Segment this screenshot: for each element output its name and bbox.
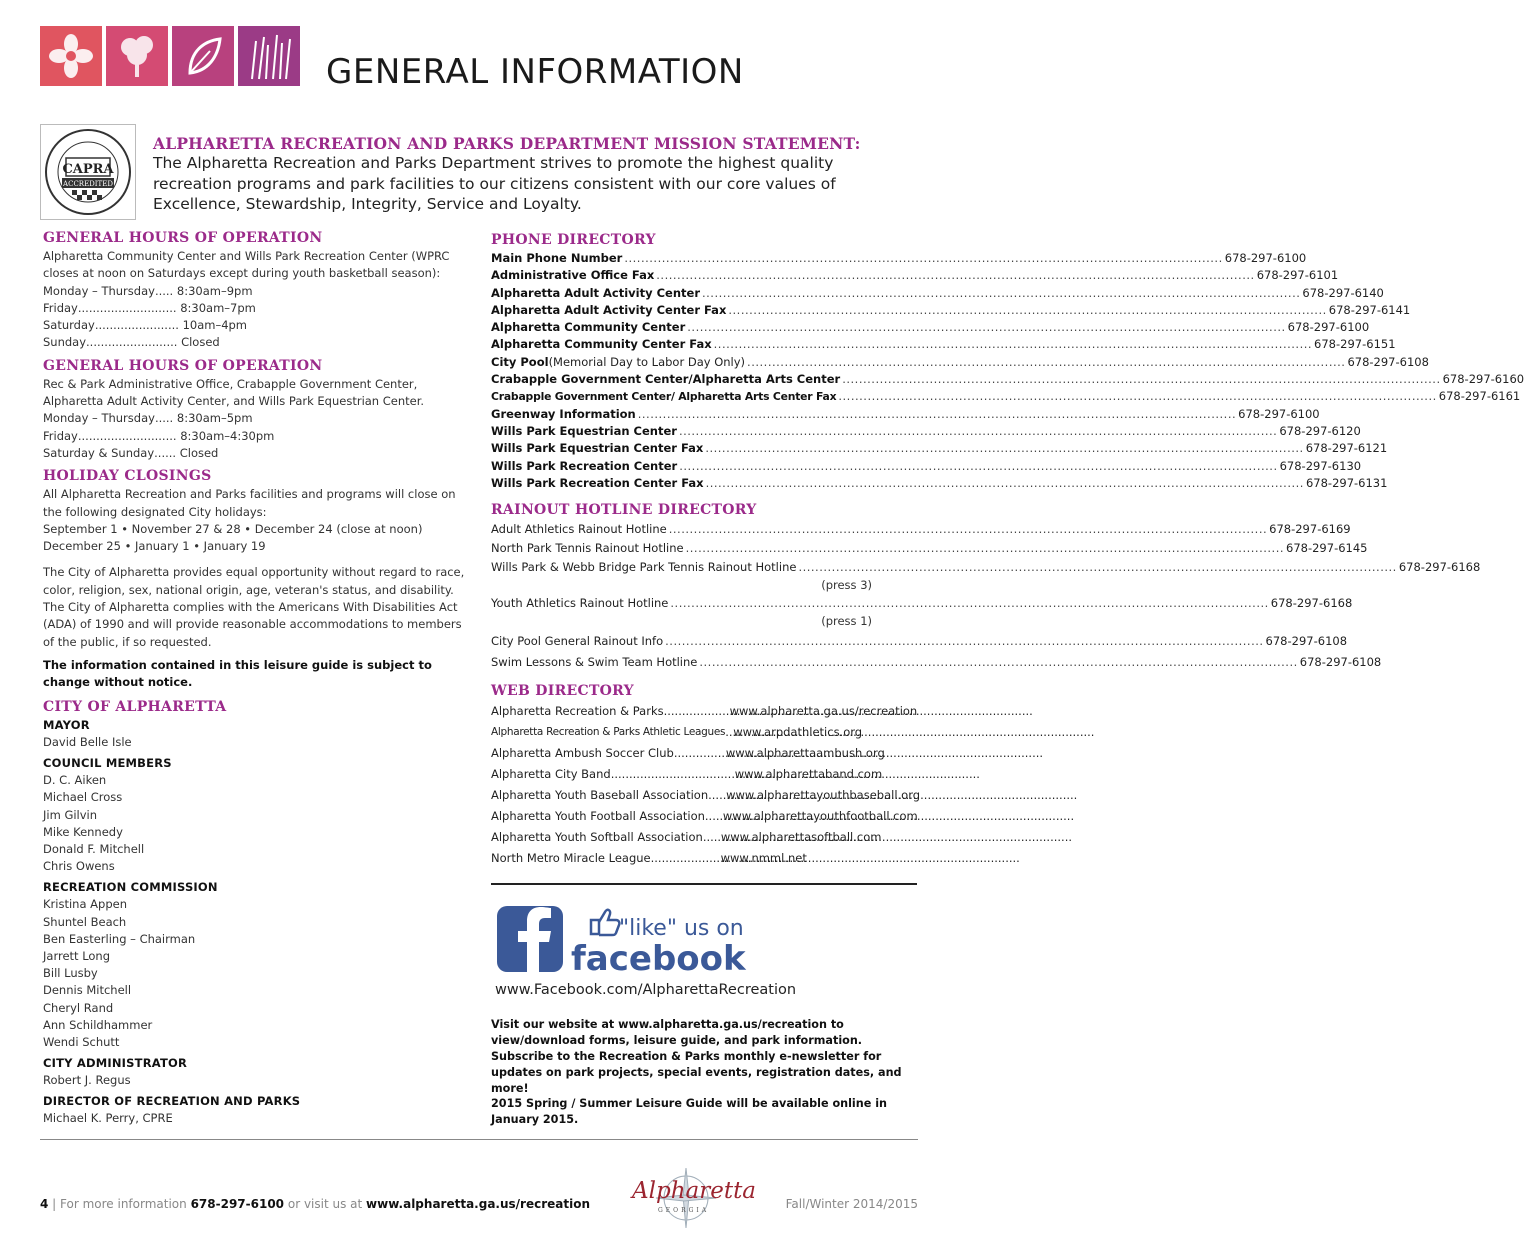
- city-title: CITY OF ALPHARETTA: [43, 698, 227, 715]
- footer-visit-text: or visit us at: [284, 1197, 367, 1211]
- right-column: [491, 232, 1524, 869]
- hours1-list: [43, 283, 473, 352]
- footer-url-link[interactable]: www.alpharetta.ga.us/recreation: [366, 1197, 590, 1211]
- rainout-number: 678-297-6169: [1269, 522, 1351, 537]
- footer-info-text: For more information: [60, 1197, 191, 1211]
- rainout-title: RAINOUT HOTLINE DIRECTORY: [491, 502, 757, 519]
- hours2-list: [43, 410, 473, 462]
- rainout-press-note: (press 3): [821, 578, 872, 593]
- council-member: Chris Owens: [43, 859, 115, 874]
- council-list: [43, 772, 473, 875]
- rainout-label: City Pool General Rainout Info: [491, 633, 664, 648]
- hours-time: 8:30am–7pm: [180, 300, 256, 315]
- footer-separator: |: [48, 1197, 61, 1211]
- hours-dots: .....: [154, 283, 174, 298]
- season-label: Fall/Winter 2014/2015: [785, 1197, 918, 1211]
- web-label: Alpharetta City Band: [491, 766, 611, 781]
- hours-dots: .........................: [86, 335, 178, 350]
- phone-number: 678-297-6100: [1287, 320, 1370, 335]
- holiday-title: HOLIDAY CLOSINGS: [43, 468, 212, 485]
- web-label: Alpharetta Recreation & Parks Athletic Leagues: [491, 725, 726, 738]
- hours-time: 8:30am–5pm: [176, 411, 253, 426]
- commission-member: Kristina Appen: [43, 897, 127, 912]
- phone-number: 678-297-6108: [1347, 354, 1429, 369]
- commission-member: Dennis Mitchell: [43, 983, 132, 998]
- rainout-row: [491, 631, 1348, 652]
- rainout-list: [491, 520, 1481, 673]
- web-link[interactable]: www.alpharettayouthbaseball.org: [726, 787, 921, 802]
- phone-row: [491, 250, 1307, 267]
- commission-member: Bill Lusby: [43, 966, 98, 981]
- phone-row: [491, 371, 1524, 388]
- phone-number: 678-297-6161: [1438, 389, 1521, 404]
- hours-time: 8:30am–9pm: [176, 283, 253, 298]
- phone-number: 678-297-6120: [1279, 423, 1361, 438]
- flower-icon: [40, 26, 102, 86]
- equal-opportunity-text: The City of Alpharetta provides equal opportunity without regard to race, color, religion, sex, national origin, age, veteran's status, and disability. The City of Alpharetta complies with the Americans With Disabilities Act (ADA) of 1990 and will provide reasonable accommodations to members of the public, if so requested.: [43, 565, 465, 649]
- commission-member: Jarrett Long: [43, 948, 111, 963]
- hours-time: Closed: [179, 445, 219, 460]
- web-row: [491, 785, 921, 806]
- rainout-number: 678-297-6168: [1270, 596, 1353, 611]
- visit-website-text: Visit our website at www.alpharetta.ga.us/recreation to view/download forms, leisure guide, and park information. Subscribe to the Recreation & Parks monthly e-newsletter for updates on park projects, special events, registration dates, and more!: [491, 1018, 902, 1095]
- hours-dots: .....: [154, 411, 174, 426]
- hours-row: [43, 428, 473, 445]
- phone-row: [491, 423, 1361, 440]
- facebook-url-link[interactable]: www.Facebook.com/AlpharettaRecreation: [495, 982, 797, 998]
- web-label: Alpharetta Youth Football Association: [491, 808, 705, 823]
- hours-dots: ......: [154, 445, 177, 460]
- phone-number: 678-297-6100: [1224, 251, 1307, 265]
- web-link[interactable]: www.alpharettayouthfootball.com: [722, 808, 918, 823]
- phone-row: [491, 440, 1388, 457]
- facebook-banner[interactable]: [495, 900, 755, 980]
- phone-label-extra: (Memorial Day to Labor Day Only): [548, 354, 746, 369]
- phone-number: 678-297-6151: [1314, 337, 1396, 352]
- header-tiles: [40, 26, 300, 86]
- hours-dots: ...........................: [77, 428, 177, 443]
- phone-label: Alpharetta Adult Activity Center: [491, 285, 700, 300]
- commission-member: Wendi Schutt: [43, 1034, 120, 1049]
- rainout-label: Adult Athletics Rainout Hotline: [491, 522, 667, 537]
- hours1-desc: Alpharetta Community Center and Wills Park Recreation Center (WPRC closes at noon on Saturdays except during youth basketball season):: [43, 249, 450, 281]
- rainout-label: North Park Tennis Rainout Hotline: [491, 541, 684, 556]
- change-notice: The information contained in this leisure guide is subject to change without notice.: [43, 657, 432, 689]
- phone-row: [491, 354, 1429, 371]
- page-title: GENERAL INFORMATION: [326, 52, 744, 92]
- footer-divider: [40, 1139, 918, 1140]
- page-number: 4: [40, 1197, 49, 1211]
- web-link[interactable]: www.alpharettasoftball.com: [720, 829, 882, 844]
- phone-row: [491, 475, 1388, 492]
- director-name: Michael K. Perry, CPRE: [43, 1111, 173, 1126]
- hours-time: 8:30am–4:30pm: [180, 428, 275, 443]
- council-member: Mike Kennedy: [43, 824, 123, 839]
- web-label: North Metro Miracle League: [491, 850, 651, 865]
- council-member: D. C. Aiken: [43, 773, 107, 788]
- web-row: [491, 806, 917, 827]
- web-row: [491, 827, 917, 848]
- rainout-row: [491, 558, 1481, 577]
- web-link[interactable]: www.arpdathletics.org: [733, 724, 863, 739]
- left-column: [43, 230, 473, 1128]
- phone-row: [491, 285, 1384, 302]
- rainout-label: Wills Park & Webb Bridge Park Tennis Rainout Hotline: [491, 560, 797, 575]
- rainout-press-note: (press 1): [821, 614, 872, 629]
- commission-list: [43, 896, 473, 1051]
- holiday-desc: All Alpharetta Recreation and Parks facilities and programs will close on the following designated City holidays:: [43, 487, 456, 519]
- phone-row: [491, 336, 1396, 353]
- web-title: WEB DIRECTORY: [491, 682, 634, 699]
- web-row: [491, 743, 917, 764]
- phone-label: Crabapple Government Center/ Alpharetta Arts Center Fax: [491, 390, 837, 404]
- web-label: Alpharetta Youth Baseball Association: [491, 787, 709, 802]
- phone-label: Crabapple Government Center/Alpharetta Arts Center: [491, 372, 841, 387]
- rainout-row: [491, 520, 1351, 539]
- mayor-name: David Belle Isle: [43, 734, 132, 749]
- web-link[interactable]: www.alpharettaambush.org: [725, 745, 885, 760]
- phone-number: 678-297-6101: [1256, 268, 1339, 283]
- hours-row: [43, 334, 473, 351]
- alpharetta-logo: [628, 1158, 757, 1228]
- logo-wordmark: Alpharetta: [632, 1178, 757, 1204]
- web-row: [491, 722, 917, 743]
- phone-label: City Pool: [491, 354, 549, 369]
- footer-phone: 678-297-6100: [190, 1197, 285, 1211]
- mission-title: ALPHARETTA RECREATION AND PARKS DEPARTMENT MISSION STATEMENT:: [153, 134, 861, 153]
- phone-number: 678-297-6160: [1442, 372, 1524, 387]
- rainout-row: [491, 652, 1382, 673]
- holiday-line-1: September 1 • November 27 & 28 • December 24 (close at noon): [43, 521, 423, 536]
- leisure-guide-notice: 2015 Spring / Summer Leisure Guide will be available online in January 2015.: [491, 1097, 888, 1126]
- council-member: Jim Gilvin: [43, 807, 98, 822]
- council-member: Donald F. Mitchell: [43, 841, 145, 856]
- phone-label: Wills Park Equestrian Center: [491, 423, 677, 438]
- phone-number: 678-297-6130: [1279, 458, 1362, 473]
- phone-row: [491, 302, 1411, 319]
- phone-label: Alpharetta Community Center Fax: [491, 337, 712, 352]
- hours-day: Friday: [43, 428, 78, 443]
- web-link[interactable]: www.alpharettaband.com: [734, 766, 883, 781]
- phone-number: 678-297-6131: [1305, 475, 1388, 490]
- rainout-number: 678-297-6145: [1286, 541, 1368, 556]
- phone-label: Main Phone Number: [491, 251, 623, 265]
- hours-row: [43, 317, 473, 334]
- web-row: [491, 701, 917, 722]
- rainout-number: 678-297-6108: [1299, 654, 1382, 669]
- administrator-name: Robert J. Regus: [43, 1073, 131, 1088]
- phone-label: Alpharetta Community Center: [491, 320, 686, 335]
- hours-day: Monday – Thursday: [43, 283, 155, 298]
- facebook-wordmark: facebook: [571, 939, 746, 979]
- commission-member: Ann Schildhammer: [43, 1017, 153, 1032]
- web-link[interactable]: www.nmml.net: [720, 850, 807, 865]
- hours-row: [43, 300, 473, 317]
- phone-row: [491, 458, 1362, 475]
- hours-day: Saturday: [43, 318, 95, 333]
- phone-number: 678-297-6100: [1238, 406, 1320, 421]
- council-member: Michael Cross: [43, 790, 123, 805]
- phone-label: Wills Park Equestrian Center Fax: [491, 441, 704, 456]
- rainout-label: Swim Lessons & Swim Team Hotline: [491, 654, 698, 669]
- rainout-label: Youth Athletics Rainout Hotline: [491, 596, 669, 611]
- rainout-row: [491, 539, 1368, 558]
- hours-row: [43, 410, 473, 427]
- phone-label: Wills Park Recreation Center Fax: [491, 475, 704, 490]
- web-list: [491, 701, 921, 869]
- footer: [40, 1197, 590, 1211]
- divider: [491, 883, 917, 885]
- facebook-like-text: "like" us on: [619, 916, 744, 941]
- council-label: COUNCIL MEMBERS: [43, 756, 172, 771]
- phone-row: [491, 406, 1320, 423]
- commission-label: RECREATION COMMISSION: [43, 880, 218, 895]
- hours2-desc: Rec & Park Administrative Office, Crabapple Government Center, Alpharetta Adult Activity Center, and Wills Park Equestrian Center.: [43, 376, 425, 409]
- grass-icon: [238, 26, 300, 86]
- tree-icon: [106, 26, 168, 86]
- phone-list: [491, 250, 1524, 492]
- commission-member: Ben Easterling – Chairman: [43, 931, 196, 946]
- rainout-number: 678-297-6168: [1398, 560, 1481, 575]
- phone-label: Alpharetta Adult Activity Center Fax: [491, 302, 727, 317]
- phone-row: [491, 267, 1339, 284]
- hours-dots: .......................: [94, 318, 179, 333]
- logo-subtext: GEORGIA: [658, 1207, 710, 1214]
- rainout-number: 678-297-6108: [1265, 633, 1348, 648]
- hours-day: Saturday & Sunday: [43, 445, 155, 460]
- phone-number: 678-297-6140: [1302, 285, 1384, 300]
- hours1-title: GENERAL HOURS OF OPERATION: [43, 230, 323, 246]
- phone-title: PHONE DIRECTORY: [491, 232, 656, 248]
- web-row: [491, 848, 917, 869]
- phone-number: 678-297-6121: [1305, 441, 1388, 456]
- commission-member: Cheryl Rand: [43, 1000, 114, 1015]
- hours-row: [43, 283, 473, 300]
- web-label: Alpharetta Youth Softball Association: [491, 829, 703, 844]
- hours2-title: GENERAL HOURS OF OPERATION: [43, 357, 323, 374]
- leaf-icon: [172, 26, 234, 86]
- hours-day: Sunday: [43, 335, 87, 350]
- phone-number: 678-297-6141: [1328, 302, 1411, 317]
- seal-sub-text: ACCREDITED: [63, 180, 113, 188]
- web-label: Alpharetta Recreation & Parks: [491, 703, 664, 718]
- phone-label: Wills Park Recreation Center: [491, 458, 678, 473]
- phone-label: Greenway Information: [491, 406, 636, 421]
- holiday-line-2: December 25 • January 1 • January 19: [43, 539, 266, 554]
- hours-day: Monday – Thursday: [43, 411, 155, 426]
- mayor-label: MAYOR: [43, 717, 90, 732]
- administrator-label: CITY ADMINISTRATOR: [43, 1056, 188, 1071]
- web-row: [491, 764, 917, 785]
- director-label: DIRECTOR OF RECREATION AND PARKS: [43, 1094, 301, 1109]
- web-link[interactable]: www.alpharetta.ga.us/recreation: [729, 703, 918, 718]
- hours-dots: ...........................: [77, 300, 177, 315]
- phone-row: [491, 319, 1370, 336]
- hours-time: Closed: [181, 335, 220, 350]
- thumbs-up-icon: [591, 910, 619, 935]
- phone-label: Administrative Office Fax: [491, 268, 655, 283]
- phone-row: [491, 388, 1521, 405]
- hours-time: 10am–4pm: [182, 318, 248, 333]
- rainout-row: [491, 594, 1353, 613]
- hours-row: [43, 445, 473, 462]
- mission-text: The Alpharetta Recreation and Parks Department strives to promote the highest quality recreation programs and park facilities to our citizens consistent with our core values of Excellence, Stewardship, Integrity, Service and Loyalty.: [153, 154, 836, 213]
- seal-main-text: CAPRA: [62, 162, 114, 177]
- web-label: Alpharetta Ambush Soccer Club: [491, 745, 674, 760]
- capra-seal: [40, 124, 136, 220]
- commission-member: Shuntel Beach: [43, 914, 127, 929]
- hours-day: Friday: [43, 300, 78, 315]
